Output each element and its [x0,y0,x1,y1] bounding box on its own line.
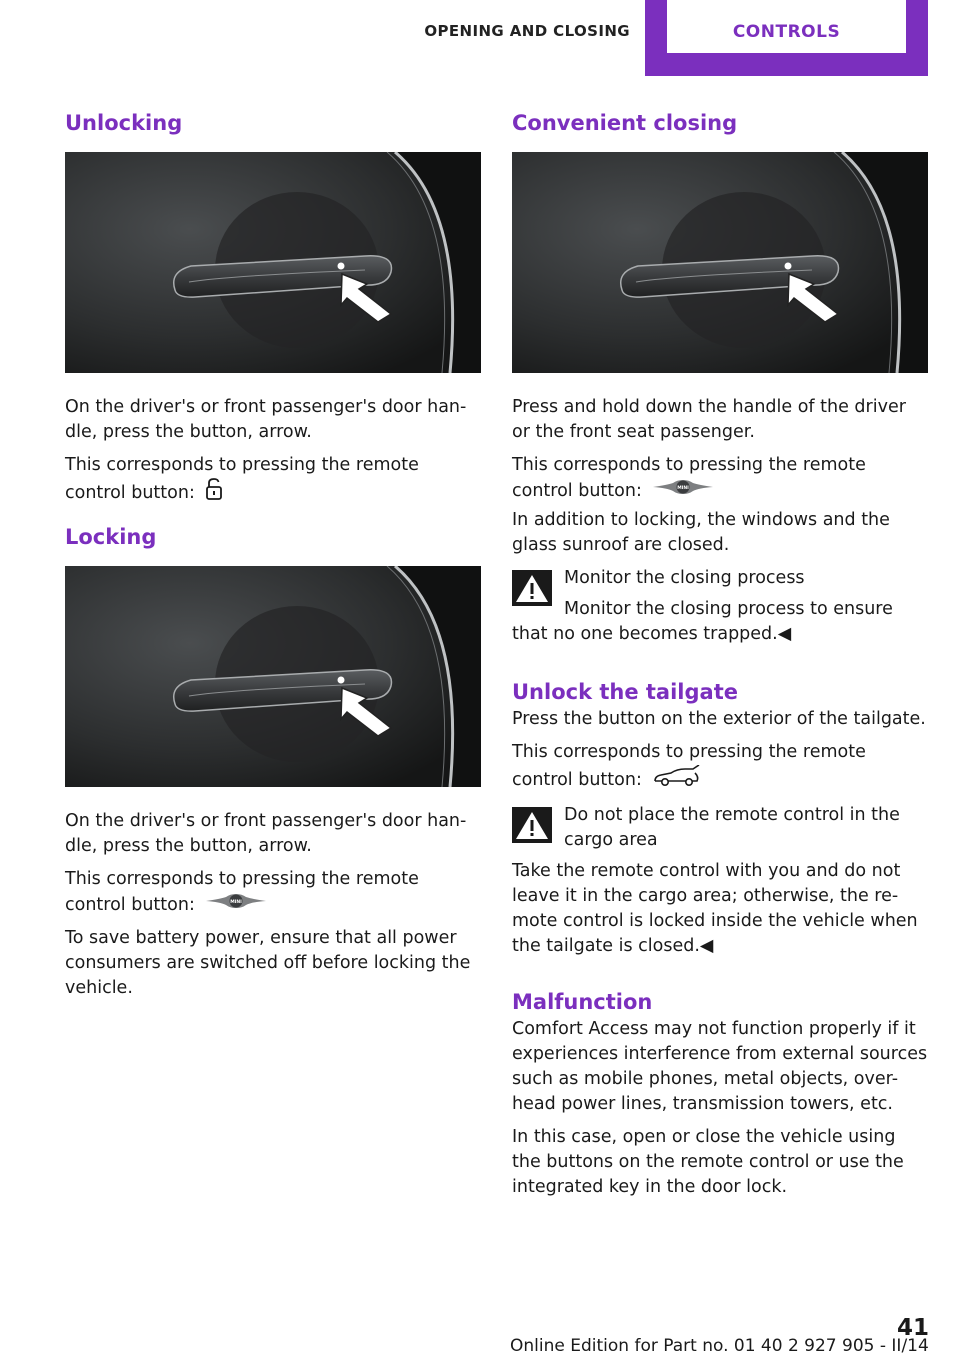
locking-text-2 [65,867,481,918]
convenient-text-2 [512,453,928,504]
header-tab [645,0,928,76]
warning-continuation: Take the remote control with you and do not leave it in the cargo area; otherwise, the re-mote control is locked inside the vehicle when the tailgate is closed.◀ [512,861,918,956]
locking-title: Locking [65,525,157,549]
tailgate-text-1: Press the button on the exterior of the tailgate. [512,709,926,729]
page-number: 41 [897,1315,930,1341]
tailgate-text-2-label: This corresponds to pressing the remote control button: [512,742,866,790]
unlocking-text-2 [65,453,481,508]
warning-icon [512,807,552,843]
warning-box [512,566,928,622]
left-column [65,108,481,1001]
warning-title: Monitor the closing process [564,568,805,588]
unlock-icon [206,478,222,508]
locking-text-2-label: This corresponds to pressing the remote control button: [65,869,419,915]
mini-logo-icon [653,478,713,504]
door-handle-photo [65,152,481,373]
header-tab-label: CONTROLS [667,0,906,53]
warning-title: Do not place the remote control in the cargo area [564,805,900,850]
warning-box [512,803,928,853]
unlocking-text-1: On the driver's or front passenger's door han-dle, press the button, arrow. [65,397,467,442]
door-handle-photo [512,152,928,373]
convenient-text-1: Press and hold down the handle of the driver or the front seat passenger. [512,397,906,442]
warning-line: Monitor the closing process to ensure [564,599,893,619]
malfunction-title: Malfunction [512,990,653,1014]
tailgate-icon [653,765,701,795]
unlocking-title: Unlocking [65,111,183,135]
mini-logo-icon [206,892,266,918]
footer-edition: Online Edition for Part no. 01 40 2 927 905 - II/14 [510,1336,929,1356]
tailgate-text-2 [512,740,928,795]
malfunction-text-1: Comfort Access may not function properly if it experiences interference from external sources such as mobile phones, metal objects, over-head power lines, transmission towers, etc. [512,1019,928,1114]
convenient-text-3: In addition to locking, the windows and the glass sunroof are closed. [512,510,890,555]
convenient-text-2-label: This corresponds to pressing the remote control button: [512,455,866,501]
header-section-title: OPENING AND CLOSING [424,22,630,40]
malfunction-text-2: In this case, open or close the vehicle using the buttons on the remote control or use the integrated key in the door lock. [512,1127,904,1197]
convenient-closing-title: Convenient closing [512,111,738,135]
unlocking-text-2-label: This corresponds to pressing the remote control button: [65,455,419,503]
warning-continuation: that no one becomes trapped.◀ [512,624,792,644]
locking-text-1: On the driver's or front passenger's door han-dle, press the button, arrow. [65,811,467,856]
warning-icon [512,570,552,606]
tailgate-title: Unlock the tailgate [512,680,738,704]
door-handle-photo [65,566,481,787]
right-column [512,108,928,1200]
locking-text-3: To save battery power, ensure that all power consumers are switched off before locking the vehicle. [65,928,471,998]
